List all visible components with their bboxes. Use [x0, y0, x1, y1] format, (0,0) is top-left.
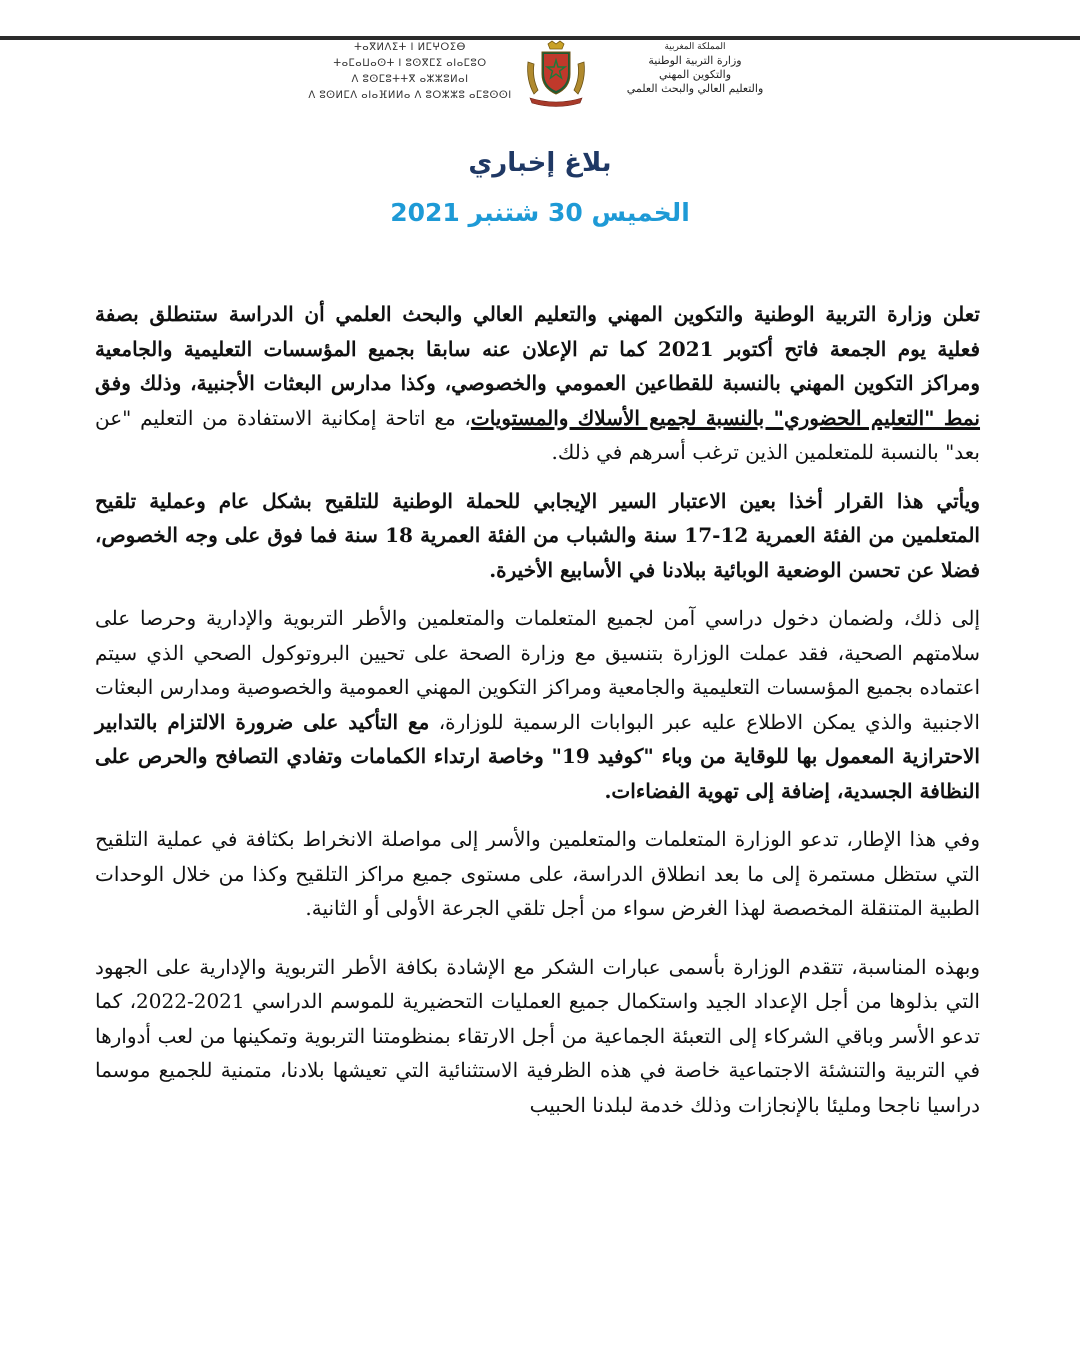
arabic-header-line: والتكوين المهني [658, 68, 732, 81]
tifinagh-line: ⴷ ⵓⵙⵍⵎⴷ ⴰⵏⴰⴼⵍⵍⴰ ⴷ ⵓⵔⵣⵣⵓ ⴰⵎⵓⵙⵙⵏ [308, 90, 512, 101]
tifinagh-line: ⵜⴰⵎⴰⵡⴰⵙⵜ ⵏ ⵓⵙⴳⵎⵉ ⴰⵏⴰⵎⵓⵔ [333, 58, 487, 69]
arabic-header-line: وزارة التربية الوطنية [648, 54, 742, 67]
paragraph-1-bold-text: تعلن وزارة التربية الوطنية والتكوين المهني والتعليم العالي والبحث العلمي أن الدراسة ستنطلق بصفة فعلية يوم الجمعة فاتح أكتوبر 2021 كما تم الإعلان عنه سابقا بجميع المؤسسات التعليمية والجامعية ومراكز التكوين المهني بالنسبة للقطاعين العمومي والخصوصي، وكذا مدارس البعثات الأجنبية، وذلك وفق [95, 302, 981, 395]
header-arabic [590, 40, 800, 96]
document-title: بلاغ إخباري [468, 148, 612, 178]
tifinagh-line: ⴷ ⵓⵙⵎⵓⵜⵜⴳ ⴰⵣⵣⵓⵍⴰⵏ [351, 74, 469, 85]
paragraph-3-text: إلى ذلك، ولضمان دخول دراسي آمن لجميع المتعلمات والمتعلمين والأطر التربوية والإدارية وحرصا على سلامتهم الصحية، فقد عملت الوزارة بتنسيق مع وزارة الصحة على تحيين البروتوكول الصحي الذي سيتم اعتماده بجميع المؤسسات التعليمية والجامعية ومراكز التكوين المهني العمومية والخصوصية ومدارس البعثات الاجنبية والذي يمكن الاطلاع عليه عبر البوابات الرسمية للوزارة، [95, 606, 980, 734]
paragraph-5: وبهذه المناسبة، تتقدم الوزارة بأسمى عبارات الشكر مع الإشادة بكافة الأطر التربوية والإدارية على الجهود التي بذلوها من أجل الإعداد الجيد واستكمال جميع العمليات التحضيرية للموسم الدراسي 2021-2022، كما تدعو الأسر وباقي الشركاء إلى التعبئة الجماعية من أجل الارتقاء بمنظومتنا التربوية وتمكينها من لعب أدوارها في التربية والتنشئة الاجتماعية خاصة في هذه الظرفية الاستثنائية التي تعيشها بلادنا، متمنية للجميع موسما دراسيا ناجحا ومليئا بالإنجازات وذلك خدمة لبلدنا الحبيب [95, 954, 980, 1117]
document-date: الخميس 30 شتنبر 2021 [390, 198, 690, 227]
tifinagh-line: ⵜⴰⴳⵍⴷⵉⵜ ⵏ ⵍⵎⵖⵔⵉⴱ [354, 42, 466, 53]
arabic-header-line: المملكة المغربية [664, 42, 726, 52]
paragraph-3-bold-text: مع التأكيد على ضرورة الالتزام بالتدابير الاحترازية المعمول بها للوقاية من وباء "كوفيد 19" وخاصة ارتداء الكمامات وتفادي التصافح والحرص على النظافة الجسدية، إضافة إلى تهوية الفضاءات. [95, 709, 980, 803]
header-tifinagh [300, 40, 520, 104]
paragraph-2: ويأتي هذا القرار أخذا بعين الاعتبار السير الإيجابي للحملة الوطنية للتلقيح بشكل عام وعملية تلقيح المتعلمين من الفئة العمرية 12-17 سنة والشباب من الفئة العمرية 18 سنة فما فوق على وجه الخصوص، فضلا عن تحسن الوضعية الوبائية ببلادنا في الأسابيع الأخيرة. [95, 488, 980, 582]
paragraph-1 [95, 297, 980, 470]
document-body [95, 297, 980, 1122]
paragraph-1-underlined-text: نمط "التعليم الحضوري" بالنسبة لجميع الأسلاك والمستويات [470, 405, 981, 430]
arabic-header-line: والتعليم العالي والبحث العلمي [626, 82, 764, 95]
royal-coat-of-arms-icon [522, 40, 590, 108]
paragraph-4: وفي هذا الإطار، تدعو الوزارة المتعلمات والمتعلمين والأسر إلى مواصلة الانخراط بكثافة في عملية التلقيح التي ستظل مستمرة إلى ما بعد انطلاق الدراسة، على مستوى جميع مراكز التلقيح وكذا من خلال الوحدات الطبية المتنقلة المخصصة لهذا الغرض سواء من أجل تلقي الجرعة الأولى أو الثانية. [95, 827, 980, 920]
paragraph-1-tail: ، مع اتاحة إمكانية الاستفادة من التعليم "عن بعد" بالنسبة للمتعلمين الذين ترغب أسرهم في ذلك. [95, 405, 980, 464]
paragraph-3 [95, 601, 980, 808]
